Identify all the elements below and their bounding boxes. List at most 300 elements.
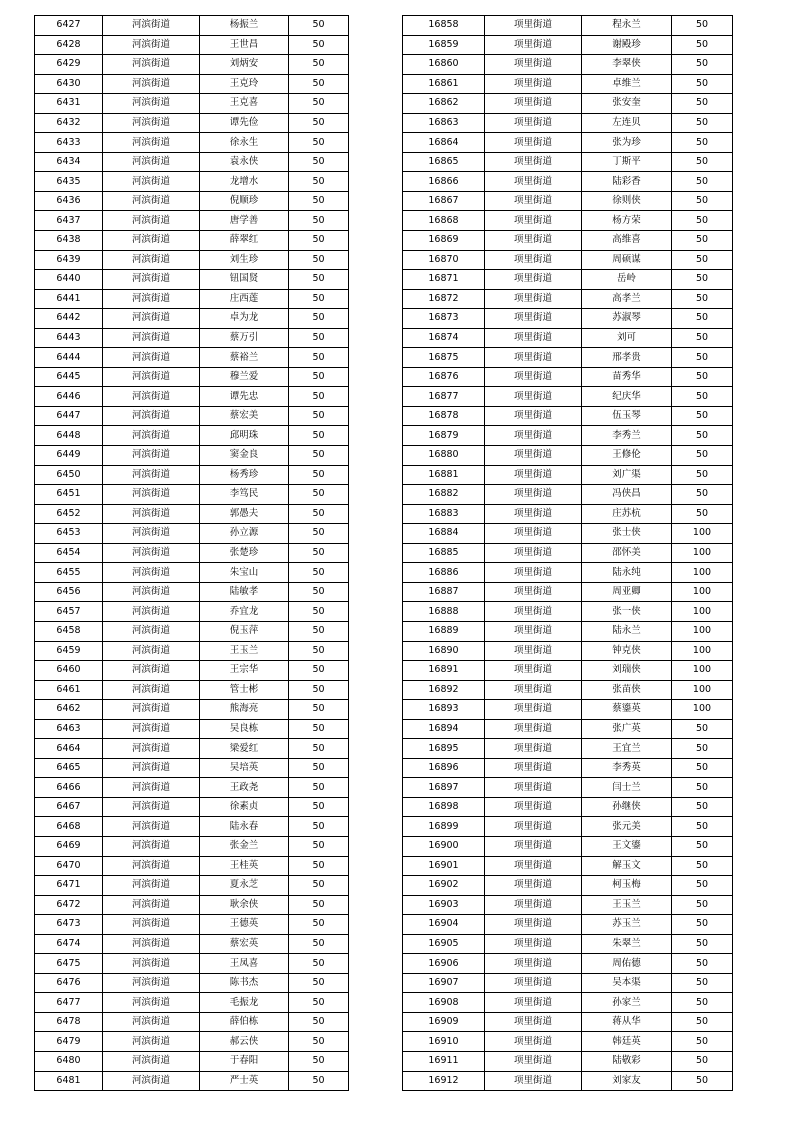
amount-cell: 50 bbox=[289, 250, 349, 270]
id-cell: 6429 bbox=[35, 55, 103, 75]
amount-cell: 50 bbox=[289, 152, 349, 172]
amount-cell: 50 bbox=[289, 1032, 349, 1052]
id-cell: 6481 bbox=[35, 1071, 103, 1091]
name-cell: 陆彩香 bbox=[582, 172, 672, 192]
amount-cell: 50 bbox=[289, 465, 349, 485]
name-cell: 陆敏孝 bbox=[200, 582, 289, 602]
subdistrict-cell: 项里街道 bbox=[485, 719, 582, 739]
id-cell: 16896 bbox=[403, 758, 485, 778]
subdistrict-cell: 河滨街道 bbox=[103, 211, 200, 231]
id-cell: 6462 bbox=[35, 700, 103, 720]
amount-cell: 50 bbox=[289, 563, 349, 583]
subdistrict-cell: 河滨街道 bbox=[103, 719, 200, 739]
subdistrict-cell: 项里街道 bbox=[485, 328, 582, 348]
id-cell: 6456 bbox=[35, 582, 103, 602]
name-cell: 严士英 bbox=[200, 1071, 289, 1091]
name-cell: 王玉兰 bbox=[200, 641, 289, 661]
amount-cell: 50 bbox=[289, 641, 349, 661]
subdistrict-cell: 河滨街道 bbox=[103, 309, 200, 329]
subdistrict-cell: 项里街道 bbox=[485, 152, 582, 172]
name-cell: 冯侠昌 bbox=[582, 485, 672, 505]
id-cell: 6450 bbox=[35, 465, 103, 485]
name-cell: 蔡宏英 bbox=[200, 934, 289, 954]
amount-cell: 50 bbox=[289, 133, 349, 153]
amount-cell: 50 bbox=[672, 211, 733, 231]
id-cell: 6439 bbox=[35, 250, 103, 270]
table-row bbox=[35, 309, 349, 329]
name-cell: 谭先俭 bbox=[200, 113, 289, 133]
amount-cell: 50 bbox=[672, 289, 733, 309]
amount-cell: 50 bbox=[672, 856, 733, 876]
table-row bbox=[403, 700, 733, 720]
amount-cell: 50 bbox=[672, 1032, 733, 1052]
name-cell: 张士侠 bbox=[582, 524, 672, 544]
subdistrict-cell: 项里街道 bbox=[485, 915, 582, 935]
subdistrict-cell: 河滨街道 bbox=[103, 504, 200, 524]
name-cell: 王德英 bbox=[200, 915, 289, 935]
id-cell: 16894 bbox=[403, 719, 485, 739]
table-row bbox=[403, 817, 733, 837]
table-row bbox=[403, 1032, 733, 1052]
name-cell: 张安奎 bbox=[582, 94, 672, 114]
table-row bbox=[403, 309, 733, 329]
id-cell: 6472 bbox=[35, 895, 103, 915]
amount-cell: 50 bbox=[289, 426, 349, 446]
table-row bbox=[35, 973, 349, 993]
id-cell: 6438 bbox=[35, 231, 103, 251]
name-cell: 袁永侠 bbox=[200, 152, 289, 172]
table-row bbox=[35, 231, 349, 251]
amount-cell: 50 bbox=[672, 16, 733, 36]
name-cell: 丁斯平 bbox=[582, 152, 672, 172]
subdistrict-cell: 河滨街道 bbox=[103, 446, 200, 466]
subdistrict-cell: 河滨街道 bbox=[103, 348, 200, 368]
table-row bbox=[403, 680, 733, 700]
name-cell: 郝云侠 bbox=[200, 1032, 289, 1052]
subdistrict-cell: 项里街道 bbox=[485, 1051, 582, 1071]
subdistrict-cell: 河滨街道 bbox=[103, 543, 200, 563]
id-cell: 6447 bbox=[35, 406, 103, 426]
subdistrict-cell: 河滨街道 bbox=[103, 1012, 200, 1032]
name-cell: 唐学善 bbox=[200, 211, 289, 231]
name-cell: 王克玲 bbox=[200, 74, 289, 94]
id-cell: 6473 bbox=[35, 915, 103, 935]
name-cell: 倪玉萍 bbox=[200, 621, 289, 641]
table-row bbox=[35, 250, 349, 270]
table-row bbox=[35, 426, 349, 446]
id-cell: 6471 bbox=[35, 876, 103, 896]
table-row bbox=[35, 485, 349, 505]
subdistrict-cell: 河滨街道 bbox=[103, 387, 200, 407]
subdistrict-cell: 项里街道 bbox=[485, 465, 582, 485]
table-row bbox=[35, 191, 349, 211]
id-cell: 6442 bbox=[35, 309, 103, 329]
name-cell: 岳岭 bbox=[582, 270, 672, 290]
table-row bbox=[403, 719, 733, 739]
id-cell: 16909 bbox=[403, 1012, 485, 1032]
table-row bbox=[403, 250, 733, 270]
name-cell: 张一侠 bbox=[582, 602, 672, 622]
amount-cell: 50 bbox=[289, 836, 349, 856]
subdistrict-cell: 河滨街道 bbox=[103, 915, 200, 935]
amount-cell: 50 bbox=[289, 876, 349, 896]
subdistrict-cell: 河滨街道 bbox=[103, 993, 200, 1013]
name-cell: 王修伦 bbox=[582, 446, 672, 466]
table-row bbox=[403, 172, 733, 192]
name-cell: 王宗华 bbox=[200, 661, 289, 681]
name-cell: 左连贝 bbox=[582, 113, 672, 133]
table-row bbox=[35, 446, 349, 466]
table-row bbox=[35, 328, 349, 348]
subdistrict-cell: 项里街道 bbox=[485, 739, 582, 759]
subdistrict-cell: 河滨街道 bbox=[103, 289, 200, 309]
name-cell: 李秀兰 bbox=[582, 426, 672, 446]
table-row bbox=[35, 797, 349, 817]
table-row bbox=[35, 1032, 349, 1052]
name-cell: 倪顺珍 bbox=[200, 191, 289, 211]
id-cell: 16873 bbox=[403, 309, 485, 329]
table-row bbox=[403, 406, 733, 426]
amount-cell: 50 bbox=[289, 602, 349, 622]
subdistrict-cell: 项里街道 bbox=[485, 1071, 582, 1091]
table-row bbox=[35, 211, 349, 231]
amount-cell: 50 bbox=[289, 993, 349, 1013]
amount-cell: 50 bbox=[289, 895, 349, 915]
id-cell: 16911 bbox=[403, 1051, 485, 1071]
amount-cell: 50 bbox=[289, 348, 349, 368]
id-cell: 6466 bbox=[35, 778, 103, 798]
id-cell: 6469 bbox=[35, 836, 103, 856]
id-cell: 6436 bbox=[35, 191, 103, 211]
name-cell: 蒋从华 bbox=[582, 1012, 672, 1032]
subdistrict-cell: 项里街道 bbox=[485, 1012, 582, 1032]
name-cell: 张金兰 bbox=[200, 836, 289, 856]
subdistrict-cell: 项里街道 bbox=[485, 485, 582, 505]
id-cell: 16867 bbox=[403, 191, 485, 211]
name-cell: 耿余侠 bbox=[200, 895, 289, 915]
table-row bbox=[403, 856, 733, 876]
amount-cell: 100 bbox=[672, 602, 733, 622]
name-cell: 卓为龙 bbox=[200, 309, 289, 329]
table-row bbox=[35, 1071, 349, 1091]
subdistrict-cell: 项里街道 bbox=[485, 35, 582, 55]
id-cell: 16858 bbox=[403, 16, 485, 36]
subdistrict-cell: 河滨街道 bbox=[103, 328, 200, 348]
amount-cell: 50 bbox=[672, 113, 733, 133]
id-cell: 6444 bbox=[35, 348, 103, 368]
subdistrict-cell: 河滨街道 bbox=[103, 895, 200, 915]
id-cell: 6476 bbox=[35, 973, 103, 993]
id-cell: 6460 bbox=[35, 661, 103, 681]
subdistrict-cell: 项里街道 bbox=[485, 661, 582, 681]
name-cell: 于春阳 bbox=[200, 1051, 289, 1071]
table-row bbox=[403, 797, 733, 817]
table-row bbox=[35, 739, 349, 759]
name-cell: 纪庆华 bbox=[582, 387, 672, 407]
amount-cell: 50 bbox=[672, 504, 733, 524]
amount-cell: 50 bbox=[672, 973, 733, 993]
id-cell: 6459 bbox=[35, 641, 103, 661]
subdistrict-cell: 项里街道 bbox=[485, 211, 582, 231]
name-cell: 吴本渠 bbox=[582, 973, 672, 993]
name-cell: 王桂英 bbox=[200, 856, 289, 876]
table-row bbox=[403, 289, 733, 309]
subdistrict-cell: 河滨街道 bbox=[103, 641, 200, 661]
name-cell: 刘可 bbox=[582, 328, 672, 348]
amount-cell: 50 bbox=[289, 915, 349, 935]
subdistrict-cell: 河滨街道 bbox=[103, 778, 200, 798]
table-row bbox=[403, 348, 733, 368]
table-row bbox=[35, 778, 349, 798]
amount-cell: 50 bbox=[672, 367, 733, 387]
name-cell: 杨振兰 bbox=[200, 16, 289, 36]
name-cell: 王凤喜 bbox=[200, 954, 289, 974]
subdistrict-cell: 河滨街道 bbox=[103, 172, 200, 192]
amount-cell: 50 bbox=[672, 1051, 733, 1071]
id-cell: 16886 bbox=[403, 563, 485, 583]
table-row bbox=[35, 915, 349, 935]
amount-cell: 50 bbox=[289, 621, 349, 641]
subdistrict-cell: 河滨街道 bbox=[103, 113, 200, 133]
amount-cell: 50 bbox=[672, 172, 733, 192]
name-cell: 邱明珠 bbox=[200, 426, 289, 446]
name-cell: 王文鎏 bbox=[582, 836, 672, 856]
subdistrict-cell: 项里街道 bbox=[485, 55, 582, 75]
amount-cell: 50 bbox=[289, 1012, 349, 1032]
subdistrict-cell: 项里街道 bbox=[485, 250, 582, 270]
id-cell: 16889 bbox=[403, 621, 485, 641]
subdistrict-cell: 项里街道 bbox=[485, 954, 582, 974]
subdistrict-cell: 项里街道 bbox=[485, 993, 582, 1013]
subdistrict-cell: 河滨街道 bbox=[103, 739, 200, 759]
amount-cell: 50 bbox=[289, 485, 349, 505]
subdistrict-cell: 河滨街道 bbox=[103, 934, 200, 954]
subdistrict-cell: 项里街道 bbox=[485, 856, 582, 876]
table-row bbox=[403, 94, 733, 114]
subdistrict-cell: 项里街道 bbox=[485, 563, 582, 583]
id-cell: 16872 bbox=[403, 289, 485, 309]
table-row bbox=[35, 836, 349, 856]
subdistrict-cell: 河滨街道 bbox=[103, 1071, 200, 1091]
id-cell: 6478 bbox=[35, 1012, 103, 1032]
subdistrict-cell: 河滨街道 bbox=[103, 270, 200, 290]
subdistrict-cell: 项里街道 bbox=[485, 446, 582, 466]
table-row bbox=[403, 876, 733, 896]
name-cell: 钟克侠 bbox=[582, 641, 672, 661]
id-cell: 16903 bbox=[403, 895, 485, 915]
subdistrict-cell: 河滨街道 bbox=[103, 1032, 200, 1052]
name-cell: 柯玉梅 bbox=[582, 876, 672, 896]
id-cell: 6431 bbox=[35, 94, 103, 114]
amount-cell: 50 bbox=[672, 934, 733, 954]
amount-cell: 50 bbox=[672, 348, 733, 368]
name-cell: 庄苏杭 bbox=[582, 504, 672, 524]
amount-cell: 50 bbox=[289, 55, 349, 75]
table-row bbox=[35, 719, 349, 739]
name-cell: 刘瑞侠 bbox=[582, 661, 672, 681]
table-row bbox=[35, 543, 349, 563]
amount-cell: 50 bbox=[672, 35, 733, 55]
amount-cell: 50 bbox=[672, 797, 733, 817]
name-cell: 陆永兰 bbox=[582, 621, 672, 641]
amount-cell: 50 bbox=[672, 74, 733, 94]
amount-cell: 50 bbox=[289, 1071, 349, 1091]
id-cell: 6445 bbox=[35, 367, 103, 387]
id-cell: 6477 bbox=[35, 993, 103, 1013]
id-cell: 6434 bbox=[35, 152, 103, 172]
name-cell: 熊海亮 bbox=[200, 700, 289, 720]
subdistrict-cell: 河滨街道 bbox=[103, 406, 200, 426]
amount-cell: 50 bbox=[672, 993, 733, 1013]
table-row bbox=[35, 758, 349, 778]
amount-cell: 50 bbox=[289, 739, 349, 759]
id-cell: 6453 bbox=[35, 524, 103, 544]
amount-cell: 50 bbox=[289, 328, 349, 348]
subdistrict-cell: 河滨街道 bbox=[103, 758, 200, 778]
amount-cell: 50 bbox=[672, 836, 733, 856]
name-cell: 王政尧 bbox=[200, 778, 289, 798]
table-row bbox=[403, 661, 733, 681]
name-cell: 程永兰 bbox=[582, 16, 672, 36]
amount-cell: 50 bbox=[672, 426, 733, 446]
amount-cell: 50 bbox=[672, 55, 733, 75]
subdistrict-cell: 项里街道 bbox=[485, 426, 582, 446]
amount-cell: 100 bbox=[672, 700, 733, 720]
amount-cell: 50 bbox=[672, 133, 733, 153]
amount-cell: 50 bbox=[289, 973, 349, 993]
id-cell: 16866 bbox=[403, 172, 485, 192]
table-row bbox=[35, 133, 349, 153]
amount-cell: 50 bbox=[672, 250, 733, 270]
id-cell: 6455 bbox=[35, 563, 103, 583]
id-cell: 16863 bbox=[403, 113, 485, 133]
id-cell: 6437 bbox=[35, 211, 103, 231]
subdistrict-cell: 项里街道 bbox=[485, 367, 582, 387]
amount-cell: 50 bbox=[289, 446, 349, 466]
name-cell: 张为珍 bbox=[582, 133, 672, 153]
id-cell: 6435 bbox=[35, 172, 103, 192]
name-cell: 窦金良 bbox=[200, 446, 289, 466]
amount-cell: 50 bbox=[289, 94, 349, 114]
table-row bbox=[403, 211, 733, 231]
subdistrict-cell: 项里街道 bbox=[485, 16, 582, 36]
name-cell: 张楚珍 bbox=[200, 543, 289, 563]
name-cell: 蔡裕兰 bbox=[200, 348, 289, 368]
amount-cell: 50 bbox=[289, 113, 349, 133]
subdistrict-cell: 河滨街道 bbox=[103, 700, 200, 720]
table-row bbox=[35, 406, 349, 426]
name-cell: 李翠侠 bbox=[582, 55, 672, 75]
subdistrict-cell: 河滨街道 bbox=[103, 35, 200, 55]
name-cell: 杨秀珍 bbox=[200, 465, 289, 485]
id-cell: 16893 bbox=[403, 700, 485, 720]
id-cell: 16906 bbox=[403, 954, 485, 974]
subdistrict-cell: 项里街道 bbox=[485, 94, 582, 114]
subdistrict-cell: 河滨街道 bbox=[103, 817, 200, 837]
id-cell: 16891 bbox=[403, 661, 485, 681]
id-cell: 6479 bbox=[35, 1032, 103, 1052]
amount-cell: 50 bbox=[289, 16, 349, 36]
table-row bbox=[403, 1051, 733, 1071]
id-cell: 16897 bbox=[403, 778, 485, 798]
subdistrict-cell: 河滨街道 bbox=[103, 465, 200, 485]
subdistrict-cell: 项里街道 bbox=[485, 231, 582, 251]
id-cell: 16880 bbox=[403, 446, 485, 466]
id-cell: 6428 bbox=[35, 35, 103, 55]
table-row bbox=[35, 1012, 349, 1032]
id-cell: 16869 bbox=[403, 231, 485, 251]
table-row bbox=[35, 113, 349, 133]
table-row bbox=[403, 836, 733, 856]
table-row bbox=[403, 328, 733, 348]
amount-cell: 50 bbox=[289, 387, 349, 407]
subdistrict-cell: 项里街道 bbox=[485, 1032, 582, 1052]
id-cell: 6440 bbox=[35, 270, 103, 290]
amount-cell: 100 bbox=[672, 582, 733, 602]
id-cell: 6474 bbox=[35, 934, 103, 954]
id-cell: 16877 bbox=[403, 387, 485, 407]
subdistrict-cell: 项里街道 bbox=[485, 641, 582, 661]
subdistrict-cell: 项里街道 bbox=[485, 817, 582, 837]
amount-cell: 100 bbox=[672, 563, 733, 583]
amount-cell: 50 bbox=[672, 387, 733, 407]
subdistrict-cell: 河滨街道 bbox=[103, 836, 200, 856]
name-cell: 庄西莲 bbox=[200, 289, 289, 309]
amount-cell: 50 bbox=[289, 797, 349, 817]
name-cell: 刘生珍 bbox=[200, 250, 289, 270]
table-row bbox=[403, 426, 733, 446]
table-row bbox=[35, 367, 349, 387]
id-cell: 16895 bbox=[403, 739, 485, 759]
subdistrict-cell: 项里街道 bbox=[485, 348, 582, 368]
table-row bbox=[403, 954, 733, 974]
id-cell: 6465 bbox=[35, 758, 103, 778]
table-row bbox=[35, 817, 349, 837]
subdistrict-cell: 项里街道 bbox=[485, 133, 582, 153]
table-row bbox=[35, 700, 349, 720]
table-row bbox=[35, 895, 349, 915]
id-cell: 6441 bbox=[35, 289, 103, 309]
table-row bbox=[403, 1012, 733, 1032]
id-cell: 16860 bbox=[403, 55, 485, 75]
amount-cell: 50 bbox=[289, 543, 349, 563]
amount-cell: 50 bbox=[672, 270, 733, 290]
amount-cell: 50 bbox=[672, 778, 733, 798]
id-cell: 16878 bbox=[403, 406, 485, 426]
table-row bbox=[403, 758, 733, 778]
amount-cell: 50 bbox=[289, 172, 349, 192]
table-row bbox=[35, 856, 349, 876]
subdistrict-cell: 河滨街道 bbox=[103, 485, 200, 505]
name-cell: 李秀英 bbox=[582, 758, 672, 778]
subdistrict-cell: 项里街道 bbox=[485, 406, 582, 426]
id-cell: 16876 bbox=[403, 367, 485, 387]
name-cell: 朱翠兰 bbox=[582, 934, 672, 954]
table-row bbox=[403, 133, 733, 153]
right-table bbox=[402, 15, 733, 1091]
subdistrict-cell: 项里街道 bbox=[485, 973, 582, 993]
subdistrict-cell: 河滨街道 bbox=[103, 797, 200, 817]
amount-cell: 50 bbox=[289, 954, 349, 974]
name-cell: 张广英 bbox=[582, 719, 672, 739]
id-cell: 16907 bbox=[403, 973, 485, 993]
id-cell: 16912 bbox=[403, 1071, 485, 1091]
subdistrict-cell: 河滨街道 bbox=[103, 16, 200, 36]
subdistrict-cell: 项里街道 bbox=[485, 270, 582, 290]
name-cell: 张苗侠 bbox=[582, 680, 672, 700]
name-cell: 郭愚夫 bbox=[200, 504, 289, 524]
name-cell: 周佑德 bbox=[582, 954, 672, 974]
